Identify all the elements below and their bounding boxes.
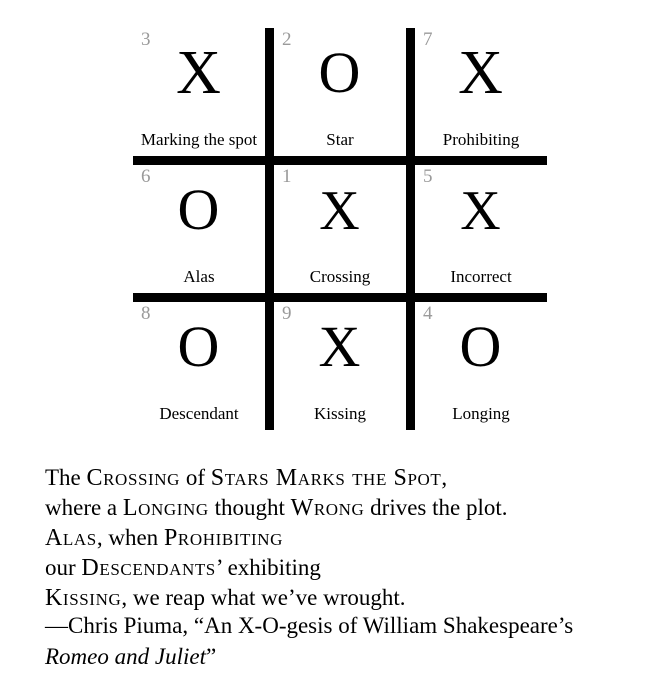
- cell-label: Incorrect: [450, 267, 512, 286]
- small-caps-run: Crossing: [86, 465, 181, 491]
- grid-cell-2[interactable]: [270, 28, 411, 161]
- tic-tac-toe-diagram: [133, 28, 531, 423]
- table-row: [133, 298, 547, 431]
- grid-cell-1[interactable]: [133, 28, 270, 161]
- cell-label: Descendant: [159, 404, 239, 423]
- cell-number: 8: [141, 303, 151, 324]
- grid-cell-6[interactable]: [411, 161, 548, 298]
- text-run: where a: [45, 495, 123, 520]
- text-run: , when: [96, 525, 164, 550]
- cell-mark: X: [176, 39, 222, 107]
- text-run: ”: [205, 644, 217, 669]
- table-row: [133, 28, 547, 161]
- cell-label: Prohibiting: [442, 130, 520, 149]
- cell-mark: O: [177, 314, 221, 379]
- cell-number: 7: [423, 29, 433, 50]
- cell-label: Longing: [452, 404, 510, 423]
- cell-mark: O: [318, 40, 362, 105]
- text-run: our: [45, 555, 82, 580]
- text-run: —Chris Piuma, “An X-O-gesis of William Shakespeare’s: [45, 613, 574, 638]
- cell-label: Star: [326, 130, 354, 149]
- cell-mark: X: [460, 180, 502, 242]
- grid-cell-9[interactable]: [411, 298, 548, 431]
- cell-label: Crossing: [309, 267, 371, 286]
- small-caps-run: Prohibiting: [163, 525, 284, 551]
- grid-cell-8[interactable]: [270, 298, 411, 431]
- small-caps-run: Longing: [122, 495, 209, 521]
- cell-number: 2: [282, 29, 292, 50]
- small-caps-run: Alas: [45, 525, 97, 551]
- grid-cell-5[interactable]: [270, 161, 411, 298]
- cell-number: 9: [282, 303, 292, 324]
- small-caps-run: Stars Marks the Spot: [210, 465, 442, 491]
- table-row: [133, 161, 547, 298]
- attribution-line: [45, 610, 635, 641]
- poem-line: [45, 523, 635, 553]
- cell-mark: X: [458, 39, 504, 107]
- grid-cell-3[interactable]: [411, 28, 548, 161]
- small-caps-run: Descendants: [81, 555, 216, 581]
- cell-number: 6: [141, 166, 151, 187]
- attribution-text: [45, 610, 635, 672]
- text-run: drives the plot.: [364, 495, 508, 520]
- text-run: ,: [441, 465, 448, 490]
- poem-line: [45, 583, 635, 613]
- cell-mark: O: [459, 314, 503, 379]
- cell-number: 4: [423, 303, 433, 324]
- cell-label: Alas: [183, 267, 215, 286]
- cell-number: 3: [141, 29, 151, 50]
- text-run: , we reap what we’ve wrought.: [121, 585, 406, 610]
- cell-mark: X: [319, 180, 361, 242]
- cell-mark: X: [318, 314, 362, 379]
- grid-cell-7[interactable]: [133, 298, 270, 431]
- poem-line: [45, 553, 635, 583]
- text-run: thought: [208, 495, 291, 520]
- text-run: The: [45, 465, 87, 490]
- attribution-line: [45, 641, 635, 672]
- cell-label: Kissing: [314, 404, 366, 423]
- text-run: of: [180, 465, 211, 490]
- grid-cell-4[interactable]: [133, 161, 270, 298]
- small-caps-run: Kissing: [45, 585, 122, 611]
- poem-line: [45, 463, 635, 493]
- text-run: ’ exhibiting: [215, 555, 321, 580]
- grid-table: [133, 28, 547, 430]
- italic-title-run: Romeo and Juliet: [45, 644, 206, 669]
- poem-line: [45, 493, 635, 523]
- cell-mark: O: [177, 177, 221, 242]
- cell-number: 5: [423, 166, 433, 187]
- cell-number: 1: [282, 166, 292, 187]
- poem-text: [45, 463, 635, 613]
- small-caps-run: Wrong: [290, 495, 365, 521]
- cell-label: Marking the spot: [140, 130, 258, 149]
